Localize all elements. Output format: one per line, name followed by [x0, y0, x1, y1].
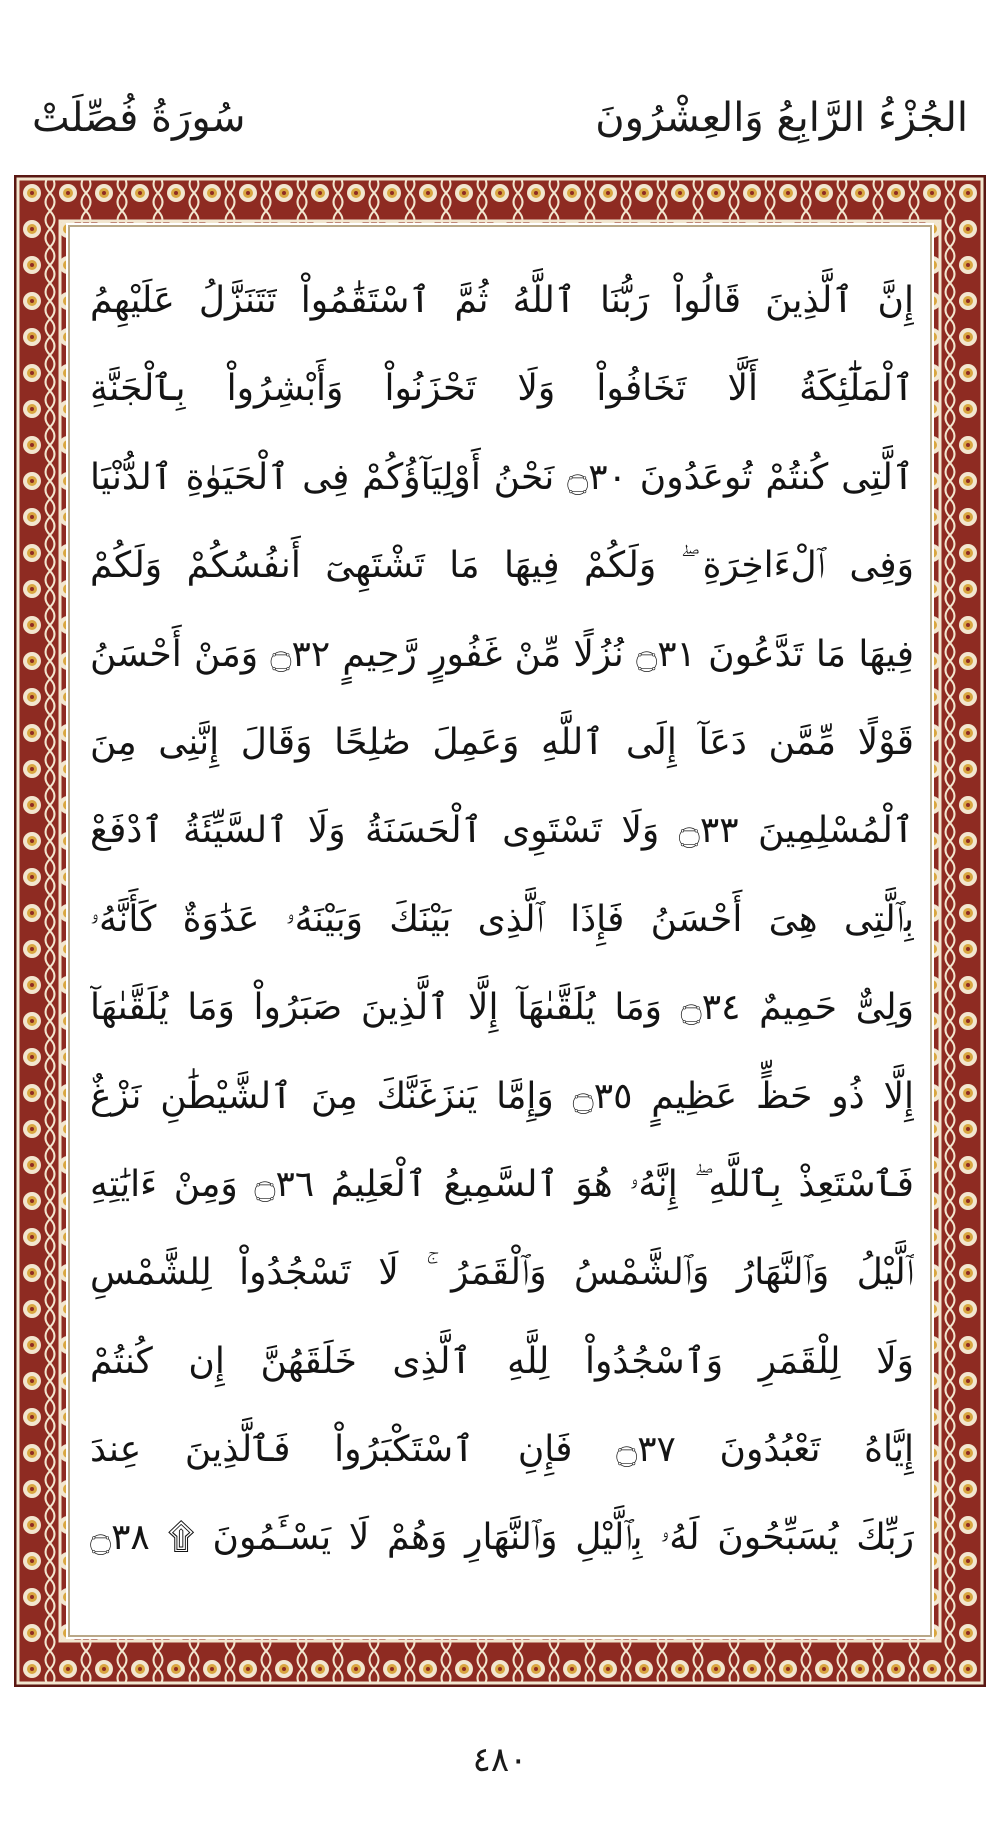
- verse-line: ٱلَّتِى كُنتُمْ تُوعَدُونَ ۝٣٠ نَحْنُ أَوْلِيَآؤُكُمْ فِى ٱلْحَيَوٰةِ ٱلدُّنْيَا: [90, 456, 914, 498]
- juz-title: الجُزْءُ الرَّابِعُ وَالعِشْرُونَ: [595, 95, 968, 141]
- verse-line: إِنَّ ٱلَّذِينَ قَالُواْ رَبُّنَا ٱللَّهُ ثُمَّ ٱسْتَقَٰمُواْ تَتَنَزَّلُ عَلَيْهِمُ: [90, 280, 914, 321]
- verse-line: وَفِى ٱلْءَاخِرَةِ ۖ وَلَكُمْ فِيهَا مَا تَشْتَهِىٓ أَنفُسُكُمْ وَلَكُمْ: [90, 545, 914, 587]
- page-header: [0, 0, 1000, 175]
- verse-line: وَلِىٌّ حَمِيمٌ ۝٣٤ وَمَا يُلَقَّىٰهَآ إِلَّا ٱلَّذِينَ صَبَرُواْ وَمَا يُلَقَّىٰهَآ: [90, 987, 914, 1029]
- verse-list: [90, 257, 914, 1583]
- surah-title: سُورَةُ فُصِّلَتْ: [32, 95, 246, 141]
- verse-line: ٱلْمَلَٰٓئِكَةُ أَلَّا تَخَافُواْ وَلَا تَحْزَنُواْ وَأَبْشِرُواْ بِٱلْجَنَّةِ: [90, 368, 914, 410]
- verse-line: فَٱسْتَعِذْ بِٱللَّهِ ۖ إِنَّهُۥ هُوَ ٱلسَّمِيعُ ٱلْعَلِيمُ ۝٣٦ وَمِنْ ءَايَٰتِهِ: [90, 1163, 914, 1205]
- verse-line: بِٱلَّتِى هِىَ أَحْسَنُ فَإِذَا ٱلَّذِى بَيْنَكَ وَبَيْنَهُۥ عَدَٰوَةٌ كَأَنَّهُۥ: [90, 898, 914, 940]
- verse-line: ٱلْمُسْلِمِينَ ۝٣٣ وَلَا تَسْتَوِى ٱلْحَسَنَةُ وَلَا ٱلسَّيِّئَةُ ٱدْفَعْ: [90, 810, 914, 852]
- verse-line: رَبِّكَ يُسَبِّحُونَ لَهُۥ بِٱلَّيْلِ وَٱلنَّهَارِ وَهُمْ لَا يَسْـَٔمُونَ ۩ ۝٣٨: [90, 1517, 914, 1559]
- verse-line: فِيهَا مَا تَدَّعُونَ ۝٣١ نُزُلًا مِّنْ غَفُورٍ رَّحِيمٍ ۝٣٢ وَمَنْ أَحْسَنُ: [90, 633, 914, 675]
- verse-line: إِيَّاهُ تَعْبُدُونَ ۝٣٧ فَإِنِ ٱسْتَكْبَرُواْ فَٱلَّذِينَ عِندَ: [90, 1429, 914, 1471]
- verse-line: قَوْلًا مِّمَّن دَعَآ إِلَى ٱللَّهِ وَعَمِلَ صَٰلِحًا وَقَالَ إِنَّنِى مِنَ: [90, 721, 914, 763]
- verse-line: إِلَّا ذُو حَظٍّ عَظِيمٍ ۝٣٥ وَإِمَّا يَنزَغَنَّكَ مِنَ ٱلشَّيْطَٰنِ نَزْغٌ: [90, 1075, 914, 1117]
- verse-panel: [68, 225, 932, 1637]
- verse-line: وَلَا لِلْقَمَرِ وَٱسْجُدُواْ لِلَّهِ ٱلَّذِى خَلَقَهُنَّ إِن كُنتُمْ: [90, 1340, 914, 1382]
- page-number: ٤٨٠: [472, 1740, 528, 1780]
- verse-line: ٱلَّيْلُ وَٱلنَّهَارُ وَٱلشَّمْسُ وَٱلْقَمَرُ ۚ لَا تَسْجُدُواْ لِلشَّمْسِ: [90, 1252, 914, 1294]
